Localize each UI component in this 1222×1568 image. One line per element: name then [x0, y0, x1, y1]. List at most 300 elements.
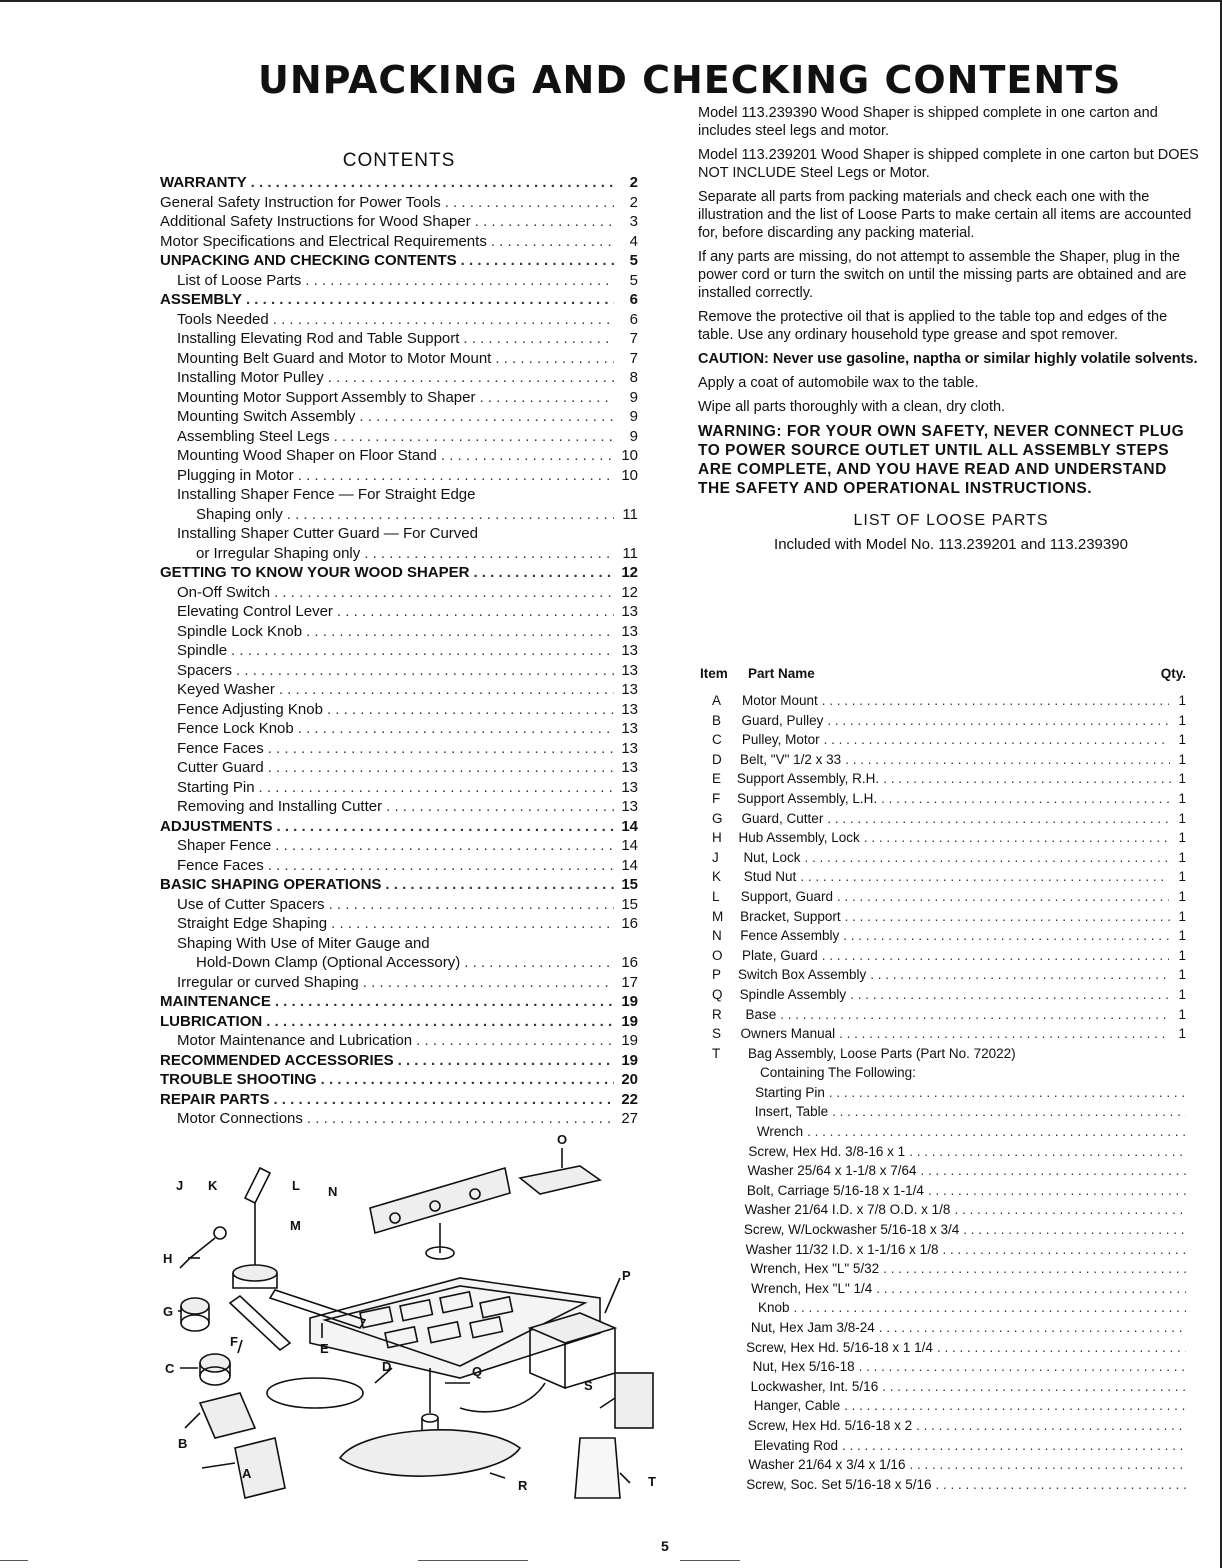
toc-entry-title: Irregular or curved Shaping — [177, 973, 359, 991]
leader-dots — [822, 693, 1169, 708]
toc-entry-page: 9 — [629, 408, 638, 425]
col-qty-header: Qty. — [1160, 666, 1186, 681]
toc-entry-title: Mounting Belt Guard and Motor to Motor Mount — [177, 349, 492, 367]
loose-part-name: Nut, Lock — [743, 849, 801, 865]
toc-entry-title: Installing Shaper Cutter Guard — For Curved — [177, 525, 478, 542]
toc-leader-dots — [251, 174, 614, 191]
bag-item-row — [700, 1261, 1186, 1281]
label-n: N — [328, 1184, 338, 1199]
toc-entry-title: LUBRICATION — [160, 1012, 263, 1030]
toc-entry — [160, 935, 638, 955]
parts-bag-drawing — [575, 1438, 620, 1498]
toc-entry-title: Spindle Lock Knob — [177, 622, 303, 640]
toc-entry-page: 2 — [629, 174, 638, 191]
leader-dots — [845, 909, 1170, 924]
loose-part-name: Base — [745, 1006, 777, 1022]
toc-entry-page: 17 — [621, 973, 638, 991]
loose-parts-subtitle: Included with Model No. 113.239201 and 113.239390 — [774, 536, 1128, 553]
toc-leader-dots — [445, 194, 614, 211]
loose-part-name: Guard, Pulley — [741, 712, 824, 728]
loose-part-row — [700, 1046, 1186, 1066]
toc-entry-page: 13 — [621, 759, 638, 776]
bag-item-row — [700, 1340, 1186, 1360]
loose-part-row — [700, 850, 1186, 870]
toc-heading: CONTENTS — [342, 150, 456, 171]
leader-dots — [843, 928, 1169, 943]
toc-leader-dots — [475, 213, 614, 230]
footer-rule — [0, 1560, 28, 1561]
bag-item-name: Screw, Hex Hd. 3/8-16 x 1 — [748, 1143, 906, 1159]
toc-leader-dots — [337, 603, 614, 620]
toc-entry-page: 5 — [629, 271, 638, 289]
bag-item-row — [700, 1359, 1186, 1379]
bag-item-name: Hanger, Cable — [753, 1398, 841, 1414]
bag-item-name: Screw, Hex Hd. 5/16-18 x 1 1/4 — [746, 1339, 933, 1355]
loose-part-row — [700, 830, 1186, 850]
toc-entry-page: 13 — [621, 642, 638, 659]
leader-dots — [845, 752, 1169, 767]
toc-entry-title: Fence Faces — [177, 856, 264, 874]
toc-entry-title: RECOMMENDED ACCESSORIES — [160, 1051, 394, 1069]
toc-leader-dots — [305, 272, 614, 289]
toc-entry-title: Installing Shaper Fence — For Straight Edge — [177, 486, 476, 503]
toc-entry-title: Motor Specifications and Electrical Requirements — [160, 232, 487, 250]
loose-part-item: N — [712, 928, 722, 944]
leader-dots — [804, 850, 1168, 865]
toc-leader-dots — [491, 233, 614, 250]
intro-paragraph: If any parts are missing, do not attempt to assemble the Shaper, plug in the power cord or turn the switch on until the missing parts are obtained and are installed correctly. — [698, 249, 1187, 301]
bag-item-name: Wrench — [756, 1124, 804, 1140]
toc-entry — [160, 857, 638, 877]
toc-entry-page: 10 — [621, 447, 638, 464]
toc-entry-page: 19 — [621, 1012, 638, 1030]
leader-dots — [928, 1183, 1186, 1198]
leader-dots — [807, 1124, 1186, 1139]
bag-item-row — [700, 1163, 1186, 1183]
loose-part-row — [700, 987, 1186, 1007]
toc-entry — [160, 506, 638, 526]
fence-drawing — [370, 1168, 510, 1259]
toc-entry — [160, 1052, 638, 1072]
toc-entry-title: WARRANTY — [160, 174, 247, 191]
leader-dots — [909, 1144, 1186, 1159]
toc-entry — [160, 291, 638, 311]
loose-part-row — [700, 732, 1186, 752]
toc-entry — [160, 974, 638, 994]
toc-entry — [160, 467, 638, 487]
toc-leader-dots — [329, 896, 614, 913]
toc-leader-dots — [259, 779, 614, 796]
bag-item-name: Nut, Hex Jam 3/8-24 — [750, 1320, 875, 1335]
toc-entry-page: 13 — [621, 681, 638, 698]
support-lh-drawing — [230, 1296, 290, 1350]
loose-part-row — [700, 869, 1186, 889]
intro-column — [698, 104, 1204, 554]
toc-entry-title: Fence Lock Knob — [177, 720, 294, 737]
toc-entry-title: Installing Motor Pulley — [177, 369, 324, 386]
loose-part-name: Pulley, Motor — [741, 732, 820, 748]
toc-entry-title: Shaper Fence — [177, 837, 272, 854]
toc-entry-page: 19 — [621, 993, 638, 1010]
toc-entry-page: 12 — [621, 583, 638, 601]
toc-entry — [160, 993, 638, 1013]
toc-entry-title: REPAIR PARTS — [160, 1090, 270, 1108]
toc-leader-dots — [273, 1091, 614, 1108]
loose-part-item: J — [712, 849, 719, 865]
toc-entry-page: 20 — [621, 1071, 638, 1088]
loose-part-item: E — [712, 771, 722, 787]
loose-part-row — [700, 948, 1186, 968]
toc-entry-title: Additional Safety Instructions for Wood Shaper — [160, 213, 471, 230]
leader-dots — [963, 1222, 1186, 1237]
leader-dots — [883, 1261, 1186, 1276]
toc-entry-page: 22 — [621, 1090, 638, 1108]
leader-dots — [832, 1104, 1186, 1119]
bag-item-name: Wrench, Hex "L" 5/32 — [750, 1261, 880, 1277]
loose-part-row — [700, 771, 1186, 791]
toc-leader-dots — [327, 701, 614, 718]
toc-entry — [160, 779, 638, 799]
bag-item-name: Screw, Soc. Set 5/16-18 x 5/16 — [746, 1476, 932, 1492]
toc-entry — [160, 1110, 638, 1130]
intro-paragraph: Apply a coat of automobile wax to the table. — [698, 375, 979, 391]
toc-entry — [160, 213, 638, 233]
toc-entry-title: Straight Edge Shaping — [177, 915, 328, 932]
toc-entry — [160, 1071, 638, 1091]
toc-leader-dots — [331, 915, 614, 932]
loose-part-row — [700, 791, 1186, 811]
loose-part-item: B — [712, 712, 722, 728]
toc-leader-dots — [464, 954, 614, 971]
leader-dots — [937, 1340, 1186, 1355]
toc-entry — [160, 330, 638, 350]
loose-part-row — [700, 1007, 1186, 1027]
leader-dots — [876, 1281, 1186, 1296]
bag-item-row — [700, 1085, 1186, 1105]
label-a: A — [242, 1466, 252, 1481]
leader-dots — [954, 1202, 1186, 1217]
bag-item-row — [700, 1438, 1186, 1458]
cutter-guard-drawing — [181, 1298, 209, 1331]
toc-leader-dots — [231, 642, 614, 659]
loose-part-qty: 1 — [1178, 908, 1186, 924]
loose-part-item: C — [712, 732, 722, 748]
toc-entry-title: Shaping With Use of Miter Gauge and — [177, 934, 430, 952]
toc-entry-title: List of Loose Parts — [177, 271, 302, 289]
leader-dots — [824, 732, 1169, 747]
bag-item-row — [700, 1379, 1186, 1399]
toc-entry — [160, 662, 638, 682]
label-p: P — [622, 1268, 631, 1283]
bag-item-row — [700, 1300, 1186, 1320]
bag-item-name: Nut, Hex 5/16-18 — [752, 1359, 855, 1375]
bag-item-name: Wrench, Hex "L" 1/4 — [751, 1280, 873, 1296]
label-r: R — [518, 1478, 528, 1493]
toc-entry-title: Tools Needed — [177, 310, 269, 328]
toc-entry — [160, 486, 638, 506]
toc-entry-title: UNPACKING AND CHECKING CONTENTS — [160, 252, 457, 269]
leader-dots — [859, 1359, 1186, 1374]
toc-entry-page: 16 — [621, 915, 638, 932]
toc-leader-dots — [236, 662, 614, 679]
toc-leader-dots — [364, 545, 614, 562]
toc-entry-page: 2 — [629, 193, 638, 211]
intro-paragraph: Separate all parts from packing materials and check each one with the illustration and the list of Loose Parts to make certain all items are accounted for, before discarding any packing material. — [698, 189, 1192, 241]
toc-leader-dots — [268, 740, 614, 757]
loose-parts-header — [700, 666, 1186, 681]
toc-entry — [160, 525, 638, 545]
toc-entry-page: 7 — [629, 349, 638, 367]
toc-entry-page: 8 — [629, 369, 638, 386]
bag-item-name: Elevating Rod — [753, 1437, 839, 1453]
toc-entry-title: Starting Pin — [177, 778, 255, 796]
toc-leader-dots — [398, 1052, 614, 1069]
toc-entry-title: Use of Cutter Spacers — [177, 895, 325, 913]
toc-entry-page: 15 — [621, 895, 638, 913]
toc-entry-page: 13 — [621, 661, 638, 679]
leader-dots — [881, 791, 1171, 806]
loose-part-qty: 1 — [1178, 790, 1186, 806]
toc-leader-dots — [273, 311, 614, 328]
bag-item-name: Washer 11/32 I.D. x 1-1/16 x 1/8 — [745, 1241, 939, 1257]
footer-rule — [680, 1560, 740, 1561]
leader-dots — [844, 1398, 1186, 1413]
toc-entry-title: Installing Elevating Rod and Table Support — [177, 330, 460, 347]
bag-item-row — [700, 1242, 1186, 1262]
toc-leader-dots — [463, 330, 614, 347]
loose-part-qty: 1 — [1178, 869, 1186, 885]
toc-entry — [160, 876, 638, 896]
loose-parts-table — [700, 666, 1186, 1496]
toc-leader-dots — [359, 408, 614, 425]
toc-entry-title: Fence Adjusting Knob — [177, 700, 323, 718]
toc-entry — [160, 564, 638, 584]
toc-entry — [160, 896, 638, 916]
page-number: 5 — [661, 1538, 669, 1554]
loose-parts-list — [700, 693, 1186, 1496]
loose-part-qty: 1 — [1178, 849, 1186, 865]
loose-part-name: Spindle Assembly — [739, 986, 847, 1002]
toc-entry-page: 4 — [629, 232, 638, 250]
loose-part-item: F — [712, 790, 721, 806]
leader-dots — [822, 948, 1169, 963]
label-m: M — [290, 1218, 301, 1233]
toc-entry-page: 19 — [621, 1032, 638, 1049]
toc-entry-page: 13 — [621, 603, 638, 620]
loose-part-name: Support Assembly, L.H. — [737, 790, 878, 806]
bag-item-row — [700, 1124, 1186, 1144]
loose-part-row — [700, 752, 1186, 772]
toc-entry — [160, 798, 638, 818]
leader-dots — [780, 1007, 1167, 1022]
toc-entry-title: Mounting Wood Shaper on Floor Stand — [177, 447, 437, 464]
spindle-drawing — [422, 1368, 438, 1438]
toc-entry — [160, 369, 638, 389]
loose-part-qty: 1 — [1178, 1006, 1186, 1022]
toc-leader-dots — [268, 857, 614, 874]
toc-entry-page: 13 — [621, 622, 638, 640]
toc-entry-title: Fence Faces — [177, 739, 264, 757]
label-h: H — [163, 1251, 173, 1266]
bag-item-name: Washer 21/64 I.D. x 7/8 O.D. x 1/8 — [744, 1202, 951, 1218]
loose-part-qty: 1 — [1178, 810, 1186, 826]
bag-item-name: Starting Pin — [755, 1084, 825, 1100]
bag-item-name: Lockwasher, Int. 5/16 — [750, 1378, 879, 1394]
label-l: L — [292, 1178, 300, 1193]
toc-entry — [160, 642, 638, 662]
loose-part-name: Motor Mount — [742, 693, 818, 708]
label-j: J — [176, 1178, 184, 1193]
loose-part-item: K — [712, 869, 722, 885]
toc-entry-page: 13 — [621, 720, 638, 737]
toc-entry — [160, 545, 638, 565]
leader-dots — [829, 1085, 1186, 1100]
bag-item-row — [700, 1418, 1186, 1438]
loose-part-qty: 1 — [1178, 967, 1186, 983]
toc-entry-page: 13 — [621, 778, 638, 796]
toc-entry-title: Shaping only — [196, 505, 283, 523]
loose-part-row — [700, 967, 1186, 987]
toc-entry-title: MAINTENANCE — [160, 993, 271, 1010]
loose-part-name: Switch Box Assembly — [737, 967, 867, 983]
toc-leader-dots — [334, 428, 614, 445]
leader-dots — [837, 889, 1169, 904]
bag-item-name: Washer 25/64 x 1-1/8 x 7/64 — [747, 1163, 917, 1179]
toc-leader-dots — [441, 447, 614, 464]
toc-entry — [160, 311, 638, 331]
toc-leader-dots — [461, 252, 614, 269]
leader-dots — [916, 1418, 1186, 1433]
toc-entry-title: Keyed Washer — [177, 681, 275, 698]
toc-entry-title: Elevating Control Lever — [177, 603, 333, 620]
bag-item-row — [700, 1202, 1186, 1222]
toc-entry-title: or Irregular Shaping only — [196, 544, 361, 562]
lock-hub-drawing — [180, 1227, 226, 1268]
label-f: F — [230, 1334, 238, 1349]
toc-entry — [160, 837, 638, 857]
label-t: T — [648, 1474, 656, 1489]
label-s: S — [584, 1378, 593, 1393]
toc-entry-title: Plugging in Motor — [177, 466, 294, 484]
base-casting-drawing — [340, 1430, 520, 1476]
loose-part-qty: 1 — [1178, 986, 1186, 1002]
label-g: G — [163, 1304, 174, 1319]
loose-part-name: Guard, Cutter — [741, 810, 824, 826]
loose-part-item: T — [712, 1045, 721, 1061]
col-item-header: Item — [700, 666, 728, 681]
toc-entry — [160, 1013, 638, 1033]
toc-leader-dots — [307, 1110, 614, 1127]
loose-part-qty: 1 — [1178, 830, 1186, 846]
toc-leader-dots — [328, 369, 614, 386]
toc-leader-dots — [287, 506, 614, 523]
loose-part-name: Support, Guard — [740, 888, 834, 904]
toc-entry — [160, 740, 638, 760]
toc-entry — [160, 584, 638, 604]
toc-entry-title: Spacers — [177, 661, 233, 679]
loose-part-qty: 1 — [1178, 947, 1186, 963]
parts-illustration — [160, 1128, 665, 1514]
toc-entry-title: Motor Maintenance and Lubrication — [177, 1032, 413, 1049]
footer-rule — [418, 1560, 528, 1561]
bag-item-row — [700, 1457, 1186, 1477]
loose-part-item: G — [712, 810, 723, 826]
toc-entry-title: Motor Connections — [177, 1110, 303, 1127]
loose-part-row — [700, 1026, 1186, 1046]
col-name-header: Part Name — [748, 666, 815, 681]
leader-dots — [864, 830, 1170, 845]
toc-leader-dots — [363, 974, 614, 991]
toc-entry — [160, 174, 638, 194]
leader-dots — [794, 1300, 1186, 1315]
toc-entry-title: Mounting Switch Assembly — [177, 408, 356, 425]
page-border-top — [0, 0, 1222, 2]
loose-part-qty: 1 — [1178, 732, 1186, 748]
loose-part-item: O — [712, 947, 723, 963]
toc-entry — [160, 233, 638, 253]
toc-entry — [160, 1032, 638, 1052]
toc-entry-page: 19 — [621, 1051, 638, 1069]
label-e: E — [320, 1341, 329, 1356]
toc-entry — [160, 389, 638, 409]
loose-part-qty: 1 — [1178, 888, 1186, 904]
toc-entry-title: On-Off Switch — [177, 583, 271, 601]
leader-dots — [879, 1320, 1186, 1335]
toc-entry-page: 9 — [629, 388, 638, 406]
loose-part-name: Stud Nut — [743, 869, 797, 885]
loose-part-row — [700, 889, 1186, 909]
toc-entry-page: 10 — [621, 466, 638, 484]
toc-entry-page: 5 — [629, 252, 638, 269]
toc-leader-dots — [416, 1032, 614, 1049]
leader-dots — [921, 1163, 1186, 1178]
toc-leader-dots — [495, 350, 614, 367]
toc-entry — [160, 603, 638, 623]
toc-entry-page: 12 — [621, 564, 638, 581]
leader-dots — [870, 967, 1170, 982]
toc-entry-page: 15 — [621, 876, 638, 893]
toc-leader-dots — [321, 1071, 614, 1088]
bag-item-name: Screw, W/Lockwasher 5/16-18 x 3/4 — [743, 1222, 960, 1238]
toc-entry — [160, 272, 638, 292]
bag-intro-text: Containing The Following: — [760, 1065, 916, 1081]
loose-part-item: H — [712, 830, 722, 846]
bag-contents-intro — [700, 1065, 1186, 1085]
leader-dots — [839, 1026, 1169, 1041]
toc-leader-dots — [306, 623, 614, 640]
bag-item-row — [700, 1477, 1186, 1497]
toc-leader-dots — [275, 993, 614, 1010]
toc-leader-dots — [385, 876, 614, 893]
toc-entry-page: 13 — [621, 700, 638, 718]
toc-entry — [160, 915, 638, 935]
loose-part-item: D — [712, 751, 722, 767]
table-of-contents — [160, 150, 638, 1130]
toc-entry-page: 27 — [621, 1110, 638, 1127]
toc-entry — [160, 623, 638, 643]
loose-parts-title: LIST OF LOOSE PARTS — [853, 512, 1049, 529]
toc-entry-title: Mounting Motor Support Assembly to Shaper — [177, 388, 476, 406]
label-d: D — [382, 1359, 392, 1374]
leader-dots — [842, 1438, 1186, 1453]
bag-item-name: Knob — [758, 1300, 790, 1316]
toc-entry-title: GETTING TO KNOW YOUR WOOD SHAPER — [160, 564, 470, 581]
leader-dots — [827, 811, 1169, 826]
toc-leader-dots — [279, 681, 614, 698]
toc-leader-dots — [266, 1013, 614, 1030]
toc-entry — [160, 194, 638, 214]
bag-item-row — [700, 1320, 1186, 1340]
